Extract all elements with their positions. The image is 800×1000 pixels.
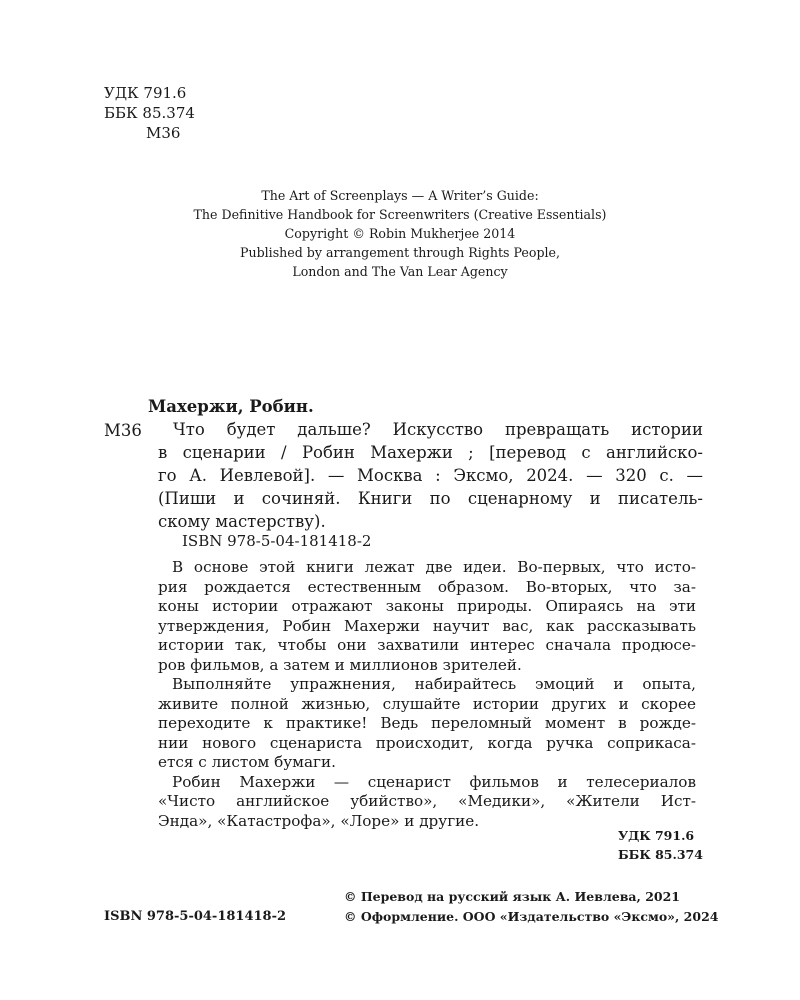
original-title-block <box>0 186 800 281</box>
annotation-line: рия рождается естественным образом. Во-вторых, что за- <box>158 577 696 596</box>
annotation <box>158 558 696 831</box>
footer-bbk: ББК 85.374 <box>618 847 703 862</box>
annotation-line: Энда», «Катастрофа», «Лоре» и другие. <box>158 811 480 830</box>
annotation-line: ров фильмов, а затем и миллионов зрителей. <box>158 655 522 674</box>
annotation-line: живите полной жизнью, слушайте истории других и скорее <box>158 694 696 713</box>
classification-block <box>104 83 195 143</box>
biblio-line: (Пиши и сочиняй. Книги по сценарному и писатель- <box>158 489 703 508</box>
annotation-line: «Чисто английское убийство», «Медики», «Жители Ист- <box>158 792 696 810</box>
catalog-side-sign: М36 <box>104 421 142 440</box>
original-publisher-line: Published by arrangement through Rights People, <box>240 245 560 260</box>
original-copyright-line: Copyright © Robin Mukherjee 2014 <box>284 226 516 241</box>
annotation-line: нии нового сценариста происходит, когда ручка соприкаса- <box>158 733 696 752</box>
udk-code: УДК 791.6 <box>104 84 187 102</box>
biblio-line: в сценарии / Робин Махержи ; [перевод с английско- <box>158 443 703 462</box>
annotation-line: переходите к практике! Ведь переломный момент в рожде- <box>158 714 696 732</box>
biblio-line: скому мастерству). <box>158 512 326 531</box>
biblio-line: Что будет дальше? Искусство превращать истории <box>173 420 703 439</box>
footer-isbn: ISBN 978-5-04-181418-2 <box>104 909 287 924</box>
biblio-line: го А. Иевлевой]. — Москва : Эксмо, 2024. — 320 с. — <box>158 466 703 485</box>
bibliographic-description <box>158 418 703 533</box>
annotation-line: В основе этой книги лежат две идеи. Во-первых, что исто- <box>172 558 696 576</box>
annotation-line: коны истории отражают законы природы. Опираясь на эти <box>158 597 696 615</box>
footer-udk: УДК 791.6 <box>618 828 695 843</box>
original-publisher-line: London and The Van Lear Agency <box>292 264 508 279</box>
footer-copyright <box>344 887 718 927</box>
annotation-line: Выполняйте упражнения, набирайтесь эмоций и опыта, <box>172 675 696 693</box>
translation-copyright: © Перевод на русский язык А. Иевлева, 2021 <box>344 889 680 904</box>
annotation-line: утверждения, Робин Махержи научит вас, как рассказывать <box>158 616 696 635</box>
bbk-code: ББК 85.374 <box>104 104 195 122</box>
design-copyright: © Оформление. ООО «Издательство «Эксмо», 2024 <box>344 909 719 924</box>
original-title-line: The Definitive Handbook for Screenwriters (Creative Essentials) <box>193 207 607 222</box>
annotation-line: истории так, чтобы они захватили интерес сначала продюсе- <box>158 636 696 654</box>
annotation-line: ется с листом бумаги. <box>158 753 336 771</box>
footer-classification <box>618 826 703 864</box>
annotation-line: Робин Махержи — сценарист фильмов и телесериалов <box>172 772 696 791</box>
author-heading: Махержи, Робин. <box>148 397 314 416</box>
author-sign: М36 <box>146 124 181 142</box>
original-title-line: The Art of Screenplays — A Writer’s Guide: <box>261 188 539 203</box>
catalog-isbn: ISBN 978-5-04-181418-2 <box>182 532 372 550</box>
